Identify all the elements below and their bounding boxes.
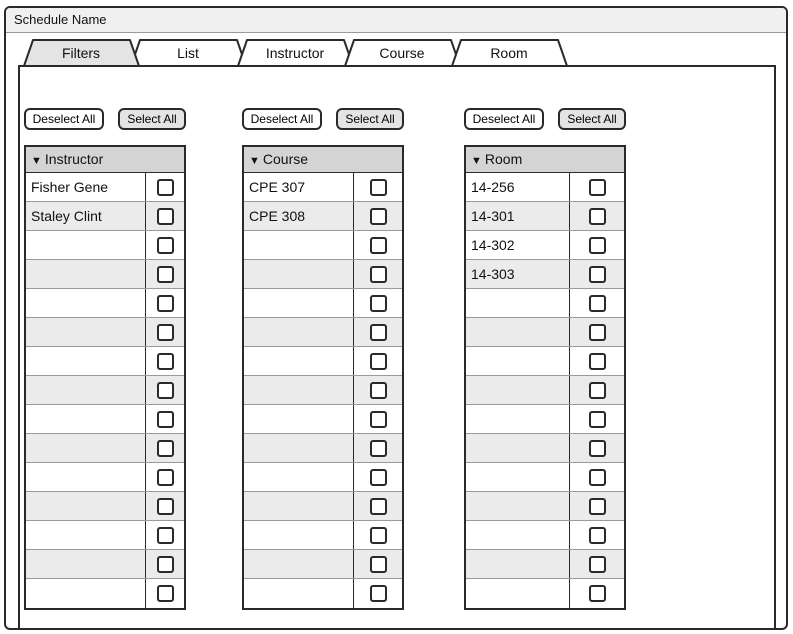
checkbox-cell (569, 318, 624, 346)
checkbox-icon[interactable] (589, 237, 606, 254)
list-item[interactable] (244, 173, 402, 202)
checkbox-cell (145, 289, 184, 317)
checkbox-icon[interactable] (157, 556, 174, 573)
checkbox-cell (353, 347, 402, 375)
instructor-deselect-all-button[interactable]: Deselect All (24, 108, 104, 130)
checkbox-icon[interactable] (589, 179, 606, 196)
list-item[interactable] (244, 202, 402, 231)
checkbox-cell (145, 405, 184, 433)
checkbox-icon[interactable] (370, 498, 387, 515)
room-item-label: 14-303 (471, 266, 515, 282)
room-list-header[interactable] (466, 147, 624, 173)
instructor-list-header-label: Instructor (44, 151, 104, 167)
checkbox-cell (569, 405, 624, 433)
tab-room[interactable]: Room (490, 45, 528, 61)
list-item[interactable] (244, 579, 402, 608)
tab-strip (20, 39, 580, 67)
checkbox-cell (353, 202, 402, 230)
list-item[interactable] (244, 260, 402, 289)
checkbox-cell (353, 405, 402, 433)
checkbox-icon[interactable] (157, 498, 174, 515)
checkbox-cell (353, 376, 402, 404)
list-item[interactable] (244, 318, 402, 347)
checkbox-cell (569, 434, 624, 462)
list-item[interactable] (26, 347, 184, 376)
course-list-header[interactable] (244, 147, 402, 173)
list-item[interactable] (26, 173, 184, 202)
triangle-down-icon: ▼ (249, 155, 260, 167)
list-item[interactable] (466, 231, 624, 260)
checkbox-icon[interactable] (589, 556, 606, 573)
checkbox-cell (353, 260, 402, 288)
title-bar (6, 8, 786, 33)
instructor-item-label: Staley Clint (31, 208, 102, 224)
triangle-down-icon: ▼ (31, 155, 42, 167)
room-item-label: 14-256 (471, 179, 515, 195)
checkbox-icon[interactable] (370, 585, 387, 602)
list-item[interactable] (466, 173, 624, 202)
list-item[interactable] (26, 231, 184, 260)
checkbox-icon[interactable] (157, 382, 174, 399)
checkbox-icon[interactable] (157, 324, 174, 341)
instructor-item-label: Fisher Gene (31, 179, 109, 195)
filters-panel (18, 65, 776, 630)
list-item[interactable] (466, 521, 624, 550)
room-list-header-label: Room (484, 151, 523, 167)
checkbox-cell (145, 260, 184, 288)
list-item[interactable] (466, 463, 624, 492)
checkbox-icon[interactable] (370, 324, 387, 341)
course-item-label: CPE 307 (249, 179, 306, 195)
checkbox-icon[interactable] (589, 585, 606, 602)
list-item[interactable] (26, 492, 184, 521)
checkbox-icon[interactable] (589, 440, 606, 457)
checkbox-icon[interactable] (370, 411, 387, 428)
course-item-label: CPE 308 (249, 208, 306, 224)
list-item[interactable] (244, 405, 402, 434)
checkbox-cell (569, 521, 624, 549)
checkbox-cell (569, 376, 624, 404)
list-item[interactable] (466, 550, 624, 579)
list-item[interactable] (244, 550, 402, 579)
room-item-label: 14-302 (471, 237, 515, 253)
list-item[interactable] (26, 521, 184, 550)
checkbox-icon[interactable] (589, 353, 606, 370)
instructor-filter-list (24, 145, 186, 610)
checkbox-icon[interactable] (370, 179, 387, 196)
list-item[interactable] (244, 376, 402, 405)
list-item[interactable] (244, 492, 402, 521)
list-item[interactable] (244, 434, 402, 463)
checkbox-cell (569, 347, 624, 375)
list-item[interactable] (466, 579, 624, 608)
checkbox-icon[interactable] (370, 382, 387, 399)
room-select-all-button[interactable]: Select All (558, 108, 626, 130)
tab-course[interactable]: Course (379, 45, 425, 61)
checkbox-cell (145, 579, 184, 608)
checkbox-cell (569, 550, 624, 578)
checkbox-icon[interactable] (589, 324, 606, 341)
list-item[interactable] (244, 289, 402, 318)
checkbox-cell (145, 231, 184, 259)
checkbox-cell (145, 434, 184, 462)
checkbox-icon[interactable] (157, 208, 174, 225)
list-item[interactable] (26, 318, 184, 347)
checkbox-cell (145, 521, 184, 549)
checkbox-icon[interactable] (589, 411, 606, 428)
checkbox-icon[interactable] (370, 556, 387, 573)
checkbox-cell (569, 579, 624, 608)
app-window (4, 6, 788, 630)
checkbox-cell (569, 492, 624, 520)
checkbox-icon[interactable] (157, 527, 174, 544)
checkbox-icon[interactable] (370, 295, 387, 312)
list-item[interactable] (244, 463, 402, 492)
checkbox-cell (145, 550, 184, 578)
checkbox-cell (569, 260, 624, 288)
room-item-label: 14-301 (471, 208, 515, 224)
tab-instructor[interactable]: Instructor (265, 45, 325, 61)
checkbox-cell (569, 202, 624, 230)
checkbox-icon[interactable] (370, 237, 387, 254)
checkbox-icon[interactable] (589, 498, 606, 515)
list-item[interactable] (244, 231, 402, 260)
checkbox-icon[interactable] (157, 411, 174, 428)
list-item[interactable] (466, 376, 624, 405)
checkbox-icon[interactable] (157, 353, 174, 370)
course-list-header-label: Course (262, 151, 309, 167)
list-item[interactable] (26, 405, 184, 434)
checkbox-cell (569, 173, 624, 201)
list-item[interactable] (26, 289, 184, 318)
checkbox-cell (569, 231, 624, 259)
room-filter-list (464, 145, 626, 610)
checkbox-icon[interactable] (157, 266, 174, 283)
checkbox-icon[interactable] (157, 469, 174, 486)
checkbox-icon[interactable] (370, 527, 387, 544)
checkbox-icon[interactable] (589, 527, 606, 544)
checkbox-cell (353, 492, 402, 520)
checkbox-cell (569, 463, 624, 491)
checkbox-cell (145, 318, 184, 346)
checkbox-cell (353, 521, 402, 549)
instructor-select-all-button[interactable]: Select All (118, 108, 186, 130)
checkbox-icon[interactable] (589, 295, 606, 312)
list-item[interactable] (26, 579, 184, 608)
list-item[interactable] (26, 376, 184, 405)
list-item[interactable] (466, 289, 624, 318)
checkbox-icon[interactable] (157, 179, 174, 196)
triangle-down-icon: ▼ (471, 155, 482, 167)
list-item[interactable] (466, 434, 624, 463)
course-select-all-button[interactable]: Select All (336, 108, 404, 130)
checkbox-cell (353, 173, 402, 201)
checkbox-cell (145, 202, 184, 230)
tab-filters[interactable]: Filters (61, 45, 101, 61)
checkbox-cell (569, 289, 624, 317)
list-item[interactable] (466, 318, 624, 347)
checkbox-cell (353, 231, 402, 259)
list-item[interactable] (244, 521, 402, 550)
checkbox-cell (145, 347, 184, 375)
checkbox-cell (353, 289, 402, 317)
list-item[interactable] (244, 347, 402, 376)
checkbox-icon[interactable] (157, 585, 174, 602)
checkbox-cell (145, 492, 184, 520)
tab-list[interactable]: List (177, 45, 199, 61)
list-item[interactable] (466, 260, 624, 289)
checkbox-icon[interactable] (589, 469, 606, 486)
checkbox-cell (353, 434, 402, 462)
list-item[interactable] (26, 550, 184, 579)
instructor-list-header[interactable] (26, 147, 184, 173)
checkbox-icon[interactable] (157, 295, 174, 312)
list-item[interactable] (466, 405, 624, 434)
checkbox-cell (353, 318, 402, 346)
checkbox-cell (145, 463, 184, 491)
checkbox-icon[interactable] (370, 353, 387, 370)
checkbox-cell (145, 376, 184, 404)
checkbox-cell (353, 550, 402, 578)
checkbox-icon[interactable] (370, 469, 387, 486)
room-deselect-all-button[interactable]: Deselect All (464, 108, 544, 130)
checkbox-icon[interactable] (589, 208, 606, 225)
checkbox-cell (353, 463, 402, 491)
checkbox-cell (353, 579, 402, 608)
list-item[interactable] (466, 347, 624, 376)
checkbox-icon[interactable] (157, 237, 174, 254)
checkbox-icon[interactable] (589, 266, 606, 283)
checkbox-icon[interactable] (370, 208, 387, 225)
course-deselect-all-button[interactable]: Deselect All (242, 108, 322, 130)
course-filter-list (242, 145, 404, 610)
checkbox-cell (145, 173, 184, 201)
list-item[interactable] (26, 202, 184, 231)
list-item[interactable] (466, 492, 624, 521)
checkbox-icon[interactable] (370, 440, 387, 457)
list-item[interactable] (466, 202, 624, 231)
list-item[interactable] (26, 260, 184, 289)
window-title: Schedule Name (14, 12, 107, 27)
list-item[interactable] (26, 463, 184, 492)
checkbox-icon[interactable] (589, 382, 606, 399)
checkbox-icon[interactable] (370, 266, 387, 283)
checkbox-icon[interactable] (157, 440, 174, 457)
list-item[interactable] (26, 434, 184, 463)
